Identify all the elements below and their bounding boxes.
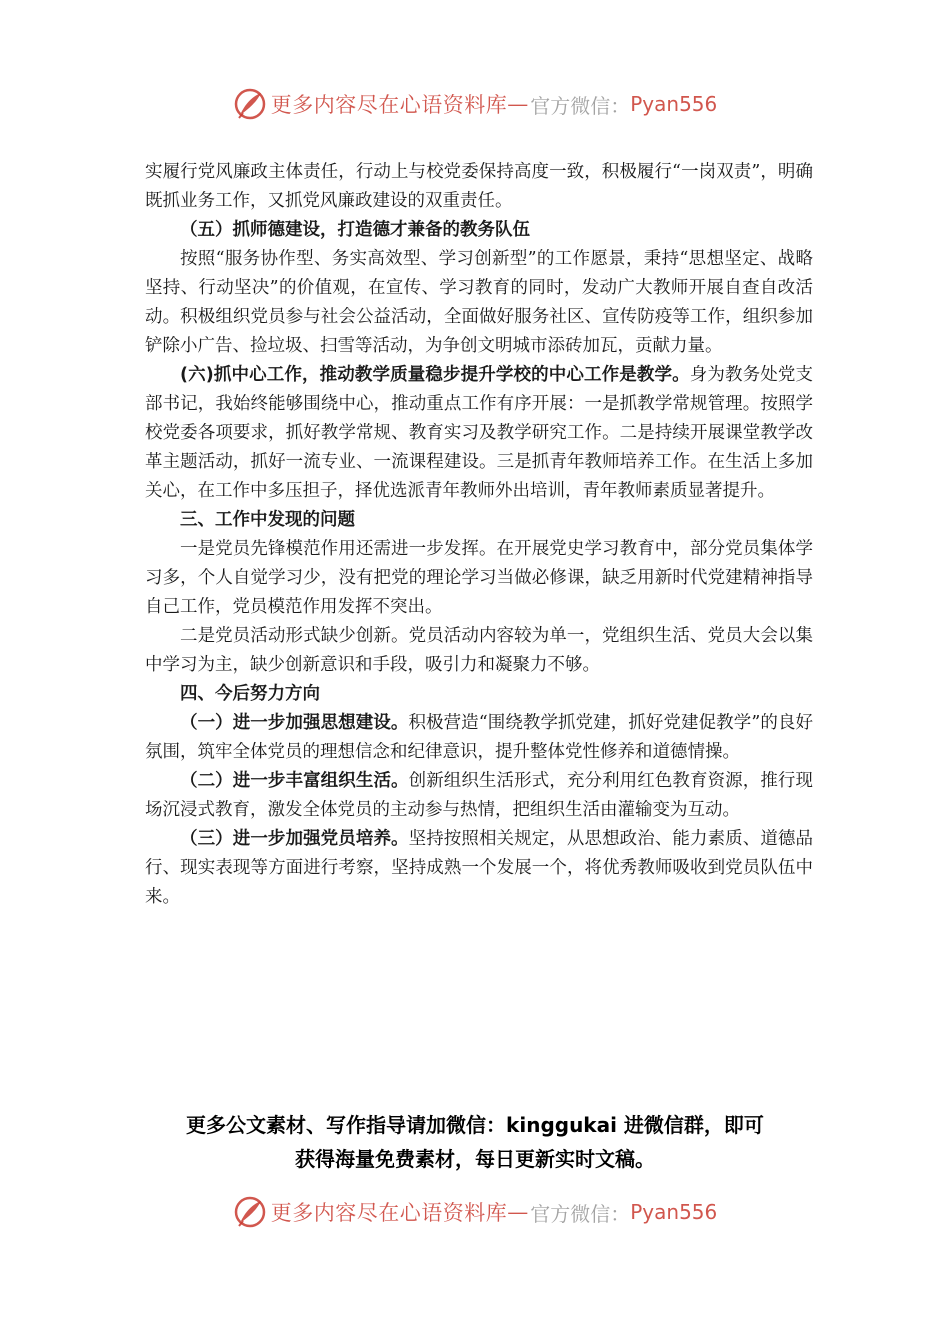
- direction-2-text: 创新组织生活形式，充分利用红色教育资源，推行现场沉浸式教育，激发全体党员的主动参与热情，把组织生活由灌输变为互动。: [145, 771, 814, 820]
- promo-line-1: 更多公文素材、写作指导请加微信：kinggukai 进微信群，即可: [186, 1113, 764, 1137]
- footer-wechat-id: Pyan556: [630, 1200, 718, 1224]
- paragraph-direction-1: [145, 709, 813, 767]
- footer-site-text: 更多内容尽在心语资料库: [270, 1201, 508, 1225]
- footer-watermark-banner: [0, 1192, 950, 1232]
- paragraph-teacher-ethics: 按照“服务协作型、务实高效型、学习创新型”的工作愿景，秉持“思想坚定、战略坚持、行动坚决”的价值观，在宣传、学习教育的同时，发动广大教师开展自查自改活动。积极组织党员参与社会公益活动，全面做好服务社区、宣传防疫等工作，组织参加铲除小广告、捡垃圾、扫雪等活动，为争创文明城市添砖加瓦，贡献力量。: [145, 249, 813, 356]
- footer-dash: —: [507, 1200, 529, 1224]
- direction-2-title: （二）进一步丰富组织生活。: [180, 771, 409, 791]
- header-wechat-id: Pyan556: [630, 92, 718, 116]
- promo-notice: [0, 1108, 950, 1176]
- promo-line-2: 获得海量免费素材，每日更新实时文稿。: [295, 1147, 655, 1171]
- paragraph-central-work-text: 身为教务处党支部书记，我始终能够围绕中心，推动重点工作有序开展：一是抓教学常规管理。按照学校党委各项要求，抓好教学常规、教育实习及教学研究工作。二是持续开展课堂教学改革主题活动，抓好一流专业、一流课程建设。三是抓青年教师培养工作。在生活上多加关心，在工作中多压担子，择优选派青年教师外出培训，青年教师素质显著提升。: [145, 365, 813, 501]
- paragraph-direction-2: [145, 767, 813, 825]
- direction-3-text: 坚持按照相关规定，从思想政治、能力素质、道德品行、现实表现等方面进行考察，坚持成熟一个发展一个，将优秀教师吸收到党员队伍中来。: [145, 829, 814, 907]
- paragraph-direction-3: [145, 825, 813, 912]
- paragraph-problem-2: 二是党员活动形式缺少创新。党员活动内容较为单一，党组织生活、党员大会以集中学习为主，缺少创新意识和手段，吸引力和凝聚力不够。: [145, 626, 813, 675]
- document-body: [145, 158, 813, 912]
- paragraph-problem-1: 一是党员先锋模范作用还需进一步发挥。在开展党史学习教育中，部分党员集体学习多，个人自觉学习少，没有把党的理论学习当做必修课，缺乏用新时代党建精神指导自己工作，党员模范作用发挥不突出。: [145, 539, 813, 617]
- header-watermark-banner: [0, 84, 950, 124]
- paragraph-continuation: 实履行党风廉政主体责任，行动上与校党委保持高度一致，积极履行“一岗双责”，明确既抓业务工作，又抓党风廉政建设的双重责任。: [145, 162, 813, 211]
- feather-pen-logo-icon: [233, 87, 267, 121]
- direction-1-text: 积极营造“围绕教学抓党建，抓好党建促教学”的良好氛围，筑牢全体党员的理想信念和纪律意识，提升整体党性修养和道德情操。: [145, 713, 813, 762]
- paragraph-central-work: [145, 361, 813, 506]
- section-heading-problems: 三、工作中发现的问题: [180, 510, 355, 530]
- header-dash: —: [507, 92, 529, 116]
- section-heading-6: (六)抓中心工作，推动教学质量稳步提升学校的中心工作是教学。: [180, 365, 690, 385]
- section-heading-direction: 四、今后努力方向: [180, 684, 320, 704]
- footer-wechat-label: 官方微信：: [530, 1201, 631, 1226]
- header-wechat-label: 官方微信：: [530, 93, 631, 118]
- direction-1-title: （一）进一步加强思想建设。: [180, 713, 409, 733]
- direction-3-title: （三）进一步加强党员培养。: [180, 829, 409, 849]
- section-heading-5: （五）抓师德建设，打造德才兼备的教务队伍: [180, 220, 530, 240]
- header-site-text: 更多内容尽在心语资料库: [270, 93, 508, 117]
- feather-pen-logo-icon: [233, 1195, 267, 1229]
